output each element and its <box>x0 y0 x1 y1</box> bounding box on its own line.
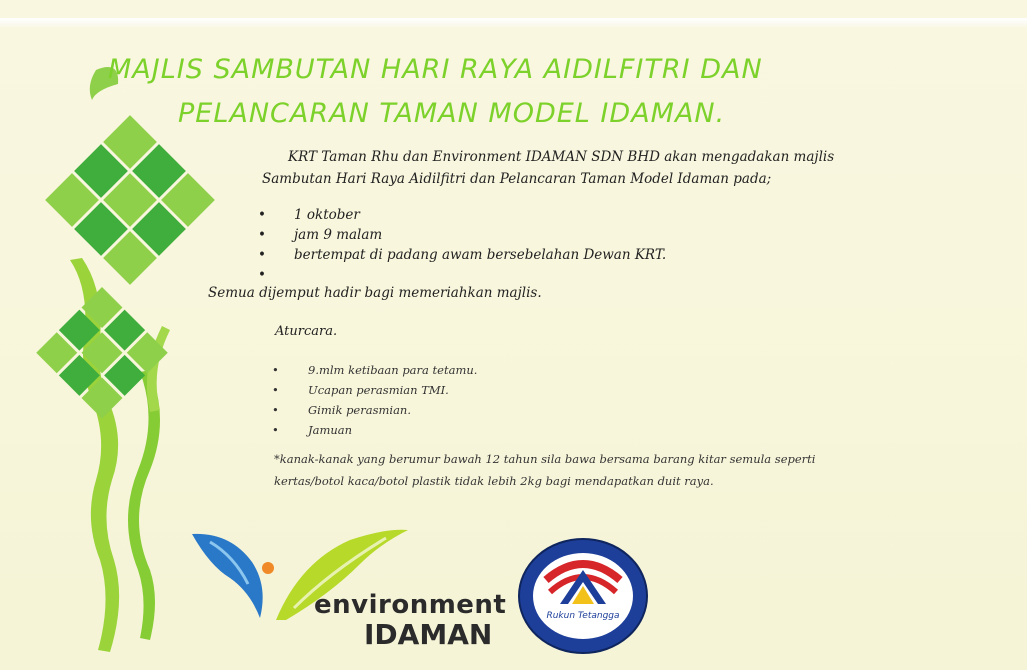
detail-date: 1 oktober <box>294 207 360 223</box>
note-line-2: kertas/botol kaca/botol plastik tidak lebih 2kg bagi mendapatkan duit raya. <box>274 474 714 488</box>
list-item: • jam 9 malam <box>258 227 383 243</box>
idaman-word: IDAMAN <box>364 618 493 651</box>
list-item: • Gimik perasmian. <box>272 403 411 417</box>
list-item: • 1 oktober <box>258 207 360 223</box>
agenda-item: 9.mlm ketibaan para tetamu. <box>308 363 478 377</box>
rukun-tetangga-logo-icon <box>516 536 650 656</box>
title-line-2: PELANCARAN TAMAN MODEL IDAMAN. <box>178 98 726 129</box>
detail-venue: bertempat di padang awam bersebelahan Dewan KRT. <box>294 247 667 263</box>
list-item: • Jamuan <box>272 423 353 437</box>
intro-line-1: KRT Taman Rhu dan Environment IDAMAN SDN BHD akan mengadakan majlis <box>288 149 835 165</box>
detail-time: jam 9 malam <box>294 227 383 243</box>
paper-top-edge <box>0 18 1027 28</box>
environment-word: environment <box>314 590 507 620</box>
agenda-item: Jamuan <box>308 423 353 437</box>
list-item: • 9.mlm ketibaan para tetamu. <box>272 363 478 377</box>
invitation-text: Semua dijemput hadir bagi memeriahkan majlis. <box>208 285 542 301</box>
note-line-1: *kanak-kanak yang berumur bawah 12 tahun sila bawa bersama barang kitar semula seperti <box>274 452 816 466</box>
children-note <box>274 448 894 492</box>
event-details-list <box>258 205 666 285</box>
poster-title <box>100 48 920 136</box>
list-item: • <box>258 267 266 283</box>
intro-paragraph <box>262 146 902 190</box>
agenda-heading: Aturcara. <box>275 324 338 339</box>
agenda-list <box>272 360 477 440</box>
list-item: • Ucapan perasmian TMI. <box>272 383 449 397</box>
title-line-1: MAJLIS SAMBUTAN HARI RAYA AIDILFITRI DAN <box>108 54 763 85</box>
krt-name-text: Rukun Tetangga <box>546 611 620 621</box>
agenda-item: Ucapan perasmian TMI. <box>308 383 449 397</box>
intro-line-2: Sambutan Hari Raya Aidilfitri dan Pelancaran Taman Model Idaman pada; <box>262 171 772 187</box>
list-item: • bertempat di padang awam bersebelahan Dewan KRT. <box>258 247 667 263</box>
agenda-item: Gimik perasmian. <box>308 403 411 417</box>
